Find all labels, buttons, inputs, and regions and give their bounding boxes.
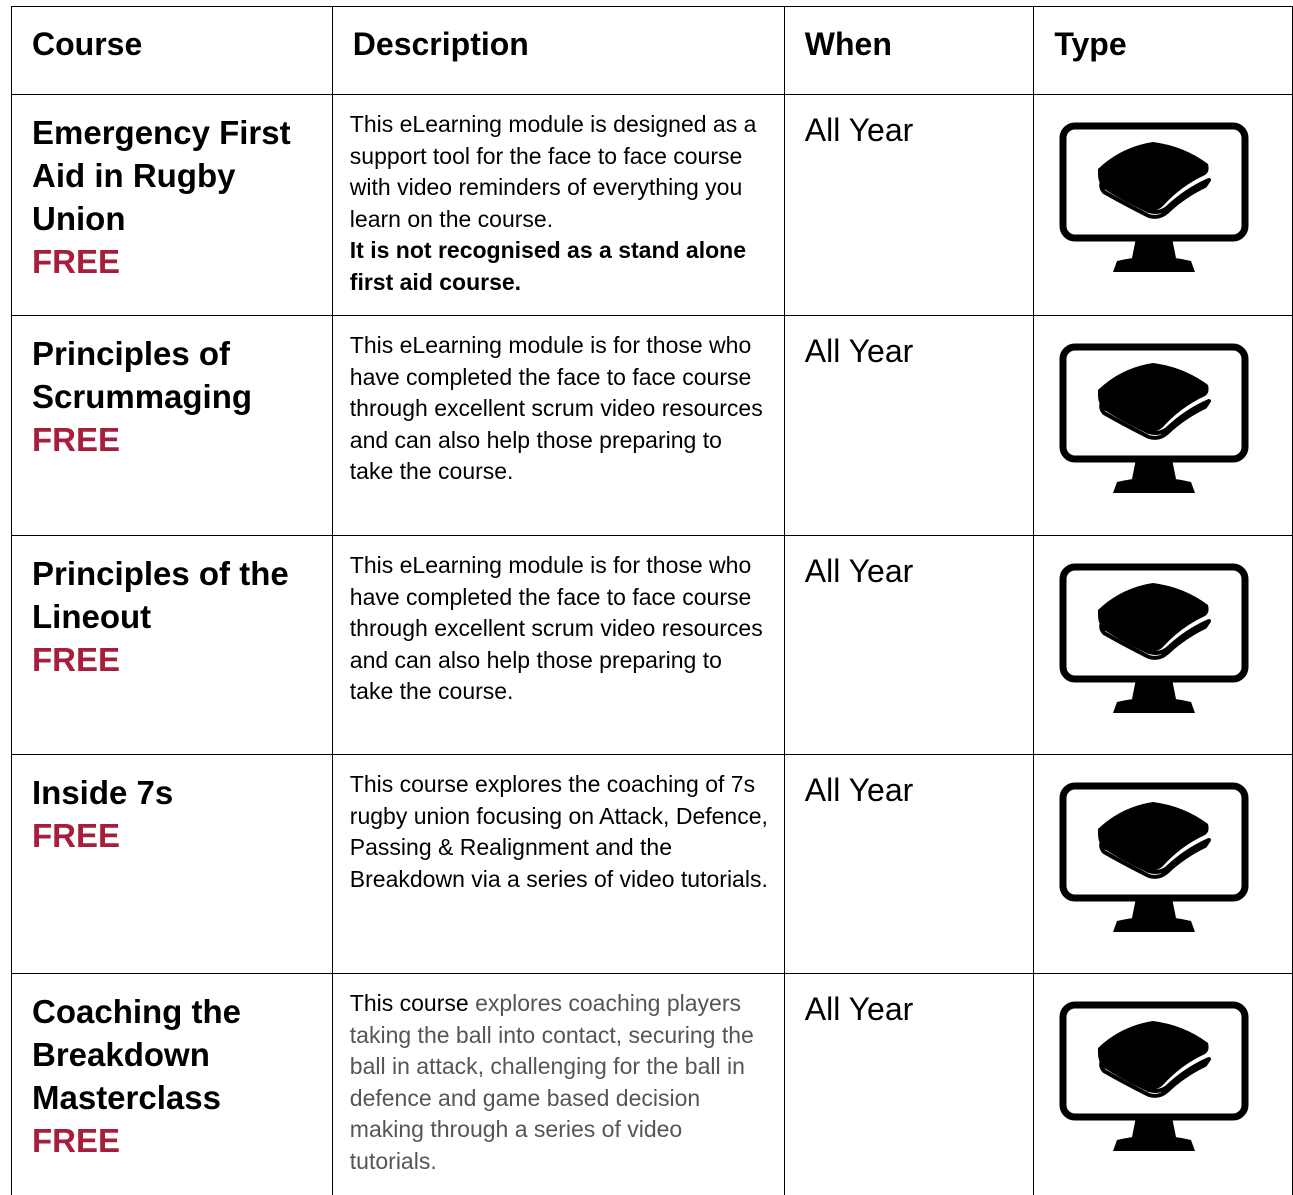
when-cell: All Year <box>784 974 1034 1195</box>
type-cell <box>1034 974 1293 1195</box>
description-cell <box>332 974 784 1195</box>
header-type: Type <box>1034 7 1293 95</box>
when-cell: All Year <box>784 536 1034 755</box>
course-name: Coaching the Breakdown Masterclass <box>32 993 242 1116</box>
course-description: This eLearning module is for those who have completed the face to face course through excellent scrum video resources and can also help those preparing to take the course. <box>349 332 763 484</box>
elearning-computer-book-icon <box>1059 343 1292 503</box>
description-cell <box>332 316 784 536</box>
table-header-row <box>12 7 1293 95</box>
description-cell <box>332 755 784 974</box>
course-description-lead: This course <box>349 990 469 1016</box>
course-price: FREE <box>32 243 121 280</box>
elearning-computer-book-icon <box>1059 122 1292 282</box>
course-description-note: It is not recognised as a stand alone first aid course. <box>349 237 747 295</box>
course-description: This eLearning module is designed as a support tool for the face to face course with video reminders of everything you learn on the course. <box>349 111 757 232</box>
course-name: Emergency First Aid in Rugby Union <box>32 114 291 237</box>
description-cell <box>332 536 784 755</box>
type-cell <box>1034 316 1293 536</box>
elearning-computer-book-icon <box>1059 782 1292 942</box>
course-cell <box>12 536 333 755</box>
course-price: FREE <box>32 1122 121 1159</box>
course-cell <box>12 755 333 974</box>
header-course: Course <box>12 7 333 95</box>
elearning-computer-book-icon <box>1059 1001 1292 1161</box>
elearning-computer-book-icon <box>1059 563 1292 723</box>
course-cell <box>12 974 333 1195</box>
course-name: Principles of Scrummaging <box>32 335 253 415</box>
course-description-body: explores coaching players taking the ball into contact, securing the ball in attack, challenging for the ball in defence and game based decision making through a series of video tutorials. <box>349 990 754 1174</box>
when-cell: All Year <box>784 316 1034 536</box>
table-row <box>12 316 1293 536</box>
header-description: Description <box>332 7 784 95</box>
course-cell <box>12 316 333 536</box>
courses-table <box>11 6 1293 1195</box>
course-description: This eLearning module is for those who have completed the face to face course through excellent scrum video resources and can also help those preparing to take the course. <box>349 552 763 704</box>
header-when: When <box>784 7 1034 95</box>
type-cell <box>1034 95 1293 316</box>
when-cell: All Year <box>784 755 1034 974</box>
course-price: FREE <box>32 641 121 678</box>
course-cell <box>12 95 333 316</box>
course-name: Inside 7s <box>32 774 174 811</box>
table-row <box>12 536 1293 755</box>
course-description <box>350 988 770 1177</box>
table-row <box>12 974 1293 1195</box>
course-price: FREE <box>32 421 121 458</box>
type-cell <box>1034 755 1293 974</box>
course-name: Principles of the Lineout <box>32 555 289 635</box>
description-cell <box>332 95 784 316</box>
type-cell <box>1034 536 1293 755</box>
course-price: FREE <box>32 817 121 854</box>
table-row <box>12 755 1293 974</box>
table-row <box>12 95 1293 316</box>
course-description: This course explores the coaching of 7s rugby union focusing on Attack, Defence, Passing & Realignment and the Breakdown via a series of video tutorials. <box>349 771 768 892</box>
when-cell: All Year <box>784 95 1034 316</box>
